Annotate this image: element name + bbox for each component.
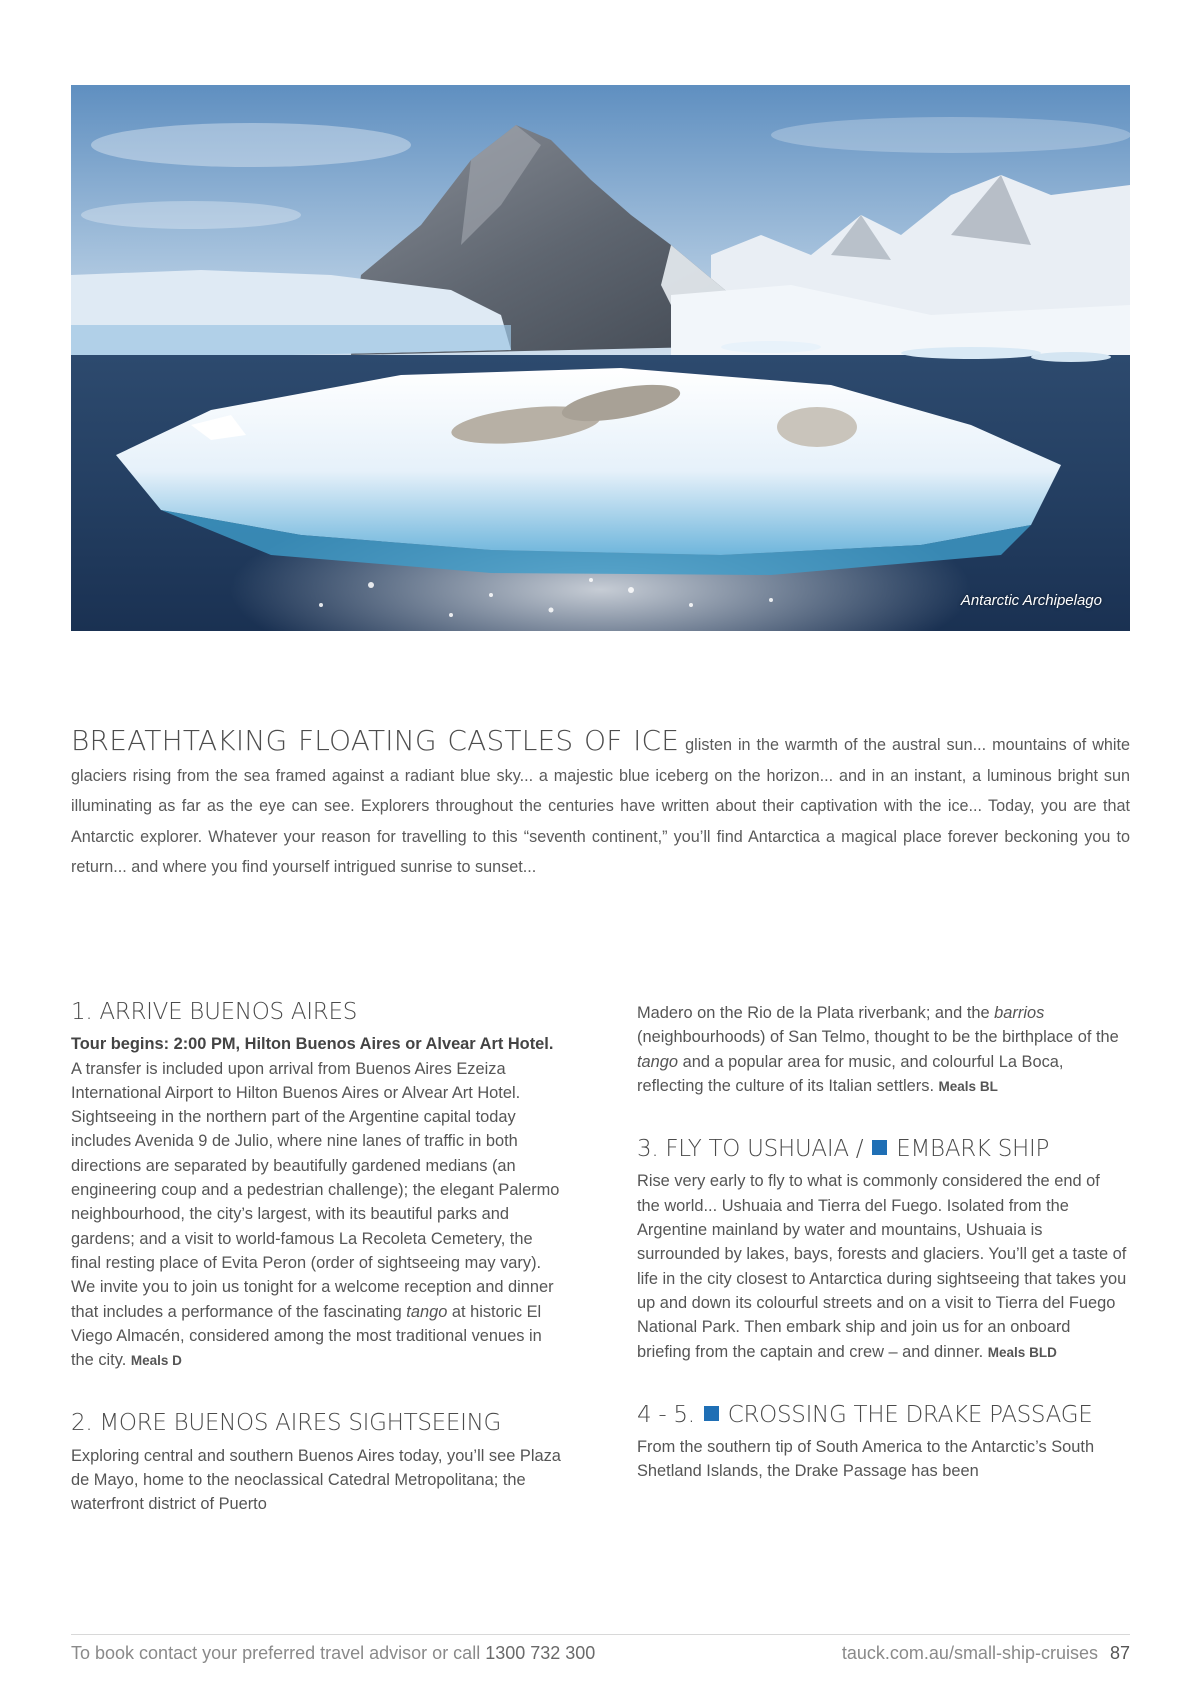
intro-paragraph xyxy=(71,726,1130,883)
day-4-5-title: 4 - 5. CROSSING THE DRAKE PASSAGE xyxy=(637,1401,1093,1428)
photo-caption: Antarctic Archipelago xyxy=(960,592,1102,609)
antarctic-scene-image xyxy=(71,85,1130,631)
day-2-meals: Meals BL xyxy=(938,1078,998,1094)
day-2-description-continued: Madero on the Rio de la Plata riverbank; and the barrios (neighbourhoods) of San Telmo, thought to be the birthplace of the tango and a popular area for music, and colourful La Boca, reflecting the culture of its Italian settlers. Meals BL xyxy=(637,1004,1119,1095)
footer-phone[interactable]: 1300 732 300 xyxy=(485,1643,596,1663)
day-2-description-start: Exploring central and southern Buenos Aires today, you’ll see Plaza de Mayo, home to the neoclassical Catedral Metropolitana; the waterfront district of Puerto xyxy=(71,1446,561,1514)
day-3-title: 3. FLY TO USHUAIA / EMBARK SHIP xyxy=(637,1136,1050,1163)
day-2-section xyxy=(71,1411,561,1516)
day-1-meals: Meals D xyxy=(130,1353,182,1369)
day-3-description: Rise very early to fly to what is commonly considered the end of the world... Ushuaia and Tierra del Fuego. Isolated from the Argentine mainland by water and mountains, Ushuaia is surrounded by lakes, bays, forests and glaciers. You’ll get a taste of life in the city closest to Antarctica during sightseeing that takes you up and down its colourful streets and on a visit to Tierra del Fuego National Park. Then embark ship and join us for an onboard briefing from the captain and crew – and dinner. Meals BLD xyxy=(637,1172,1127,1361)
hero-photo xyxy=(71,85,1130,631)
itinerary-column-left xyxy=(71,1000,561,1517)
footer-url[interactable]: tauck.com.au/small-ship-cruises xyxy=(841,1643,1098,1663)
intro-body-text: glisten in the warmth of the austral sun... mountains of white glaciers rising from the sea framed against a radiant blue sky... a majestic blue iceberg on the horizon... and in an instant, a luminous bright sun illuminating as far as the eye can see. Explorers throughout the centuries have written about their captivation with the ice... Today, you are that Antarctic explorer. Whatever your reason for travelling to this “seventh continent,” you’ll find Antarctica a magical place forever beckoning you to return... and where you find yourself intrigued sunrise to sunset... xyxy=(71,736,1131,877)
footer-right xyxy=(842,1643,1130,1664)
day-1-section xyxy=(71,1000,561,1373)
day-1-description: Tour begins: 2:00 PM, Hilton Buenos Aires or Alvear Art Hotel. A transfer is included upon arrival from Buenos Aires Ezeiza International Airport to Hilton Buenos Aires or Alvear Art Hotel. Sightseeing in the northern part of the Argentine capital today includes Avenida 9 de Julio, where nine lanes of traffic in both directions are separated by beautifully gardened medians (an engineering coup and a pedestrian challenge); the elegant Palermo neighbourhood, the city’s largest, with its beautiful parks and gardens; and a visit to world-famous La Recoleta Cemetery, the final resting place of Evita Peron (order of sightseeing may vary). We invite you to join us tonight for a welcome reception and dinner that includes a performance of the fascinating tango at historic El Viego Almacén, considered among the most traditional venues in the city. Meals D xyxy=(71,1035,560,1370)
intro-lead-heading: BREATHTAKING FLOATING CASTLES OF ICE xyxy=(71,724,680,757)
day-3-meals: Meals BLD xyxy=(987,1344,1057,1360)
day-1-title: 1. ARRIVE BUENOS AIRES xyxy=(71,999,357,1025)
itinerary-column-right xyxy=(637,1001,1127,1484)
page-number: 87 xyxy=(1109,1643,1130,1663)
day-4-5-section xyxy=(637,1403,1127,1484)
footer-booking-info: To book contact your preferred travel advisor or call 1300 732 300 xyxy=(71,1643,596,1663)
day-1-lead: Tour begins: 2:00 PM, Hilton Buenos Aires or Alvear Art Hotel. xyxy=(71,1035,554,1054)
footer-divider xyxy=(71,1634,1130,1635)
ship-icon xyxy=(872,1140,887,1155)
ship-icon xyxy=(704,1406,719,1421)
day-4-5-description: From the southern tip of South America to the Antarctic’s South Shetland Islands, the Drake Passage has been xyxy=(637,1438,1095,1481)
day-3-section xyxy=(637,1137,1127,1365)
day-2-title: 2. MORE BUENOS AIRES SIGHTSEEING xyxy=(71,1410,502,1437)
